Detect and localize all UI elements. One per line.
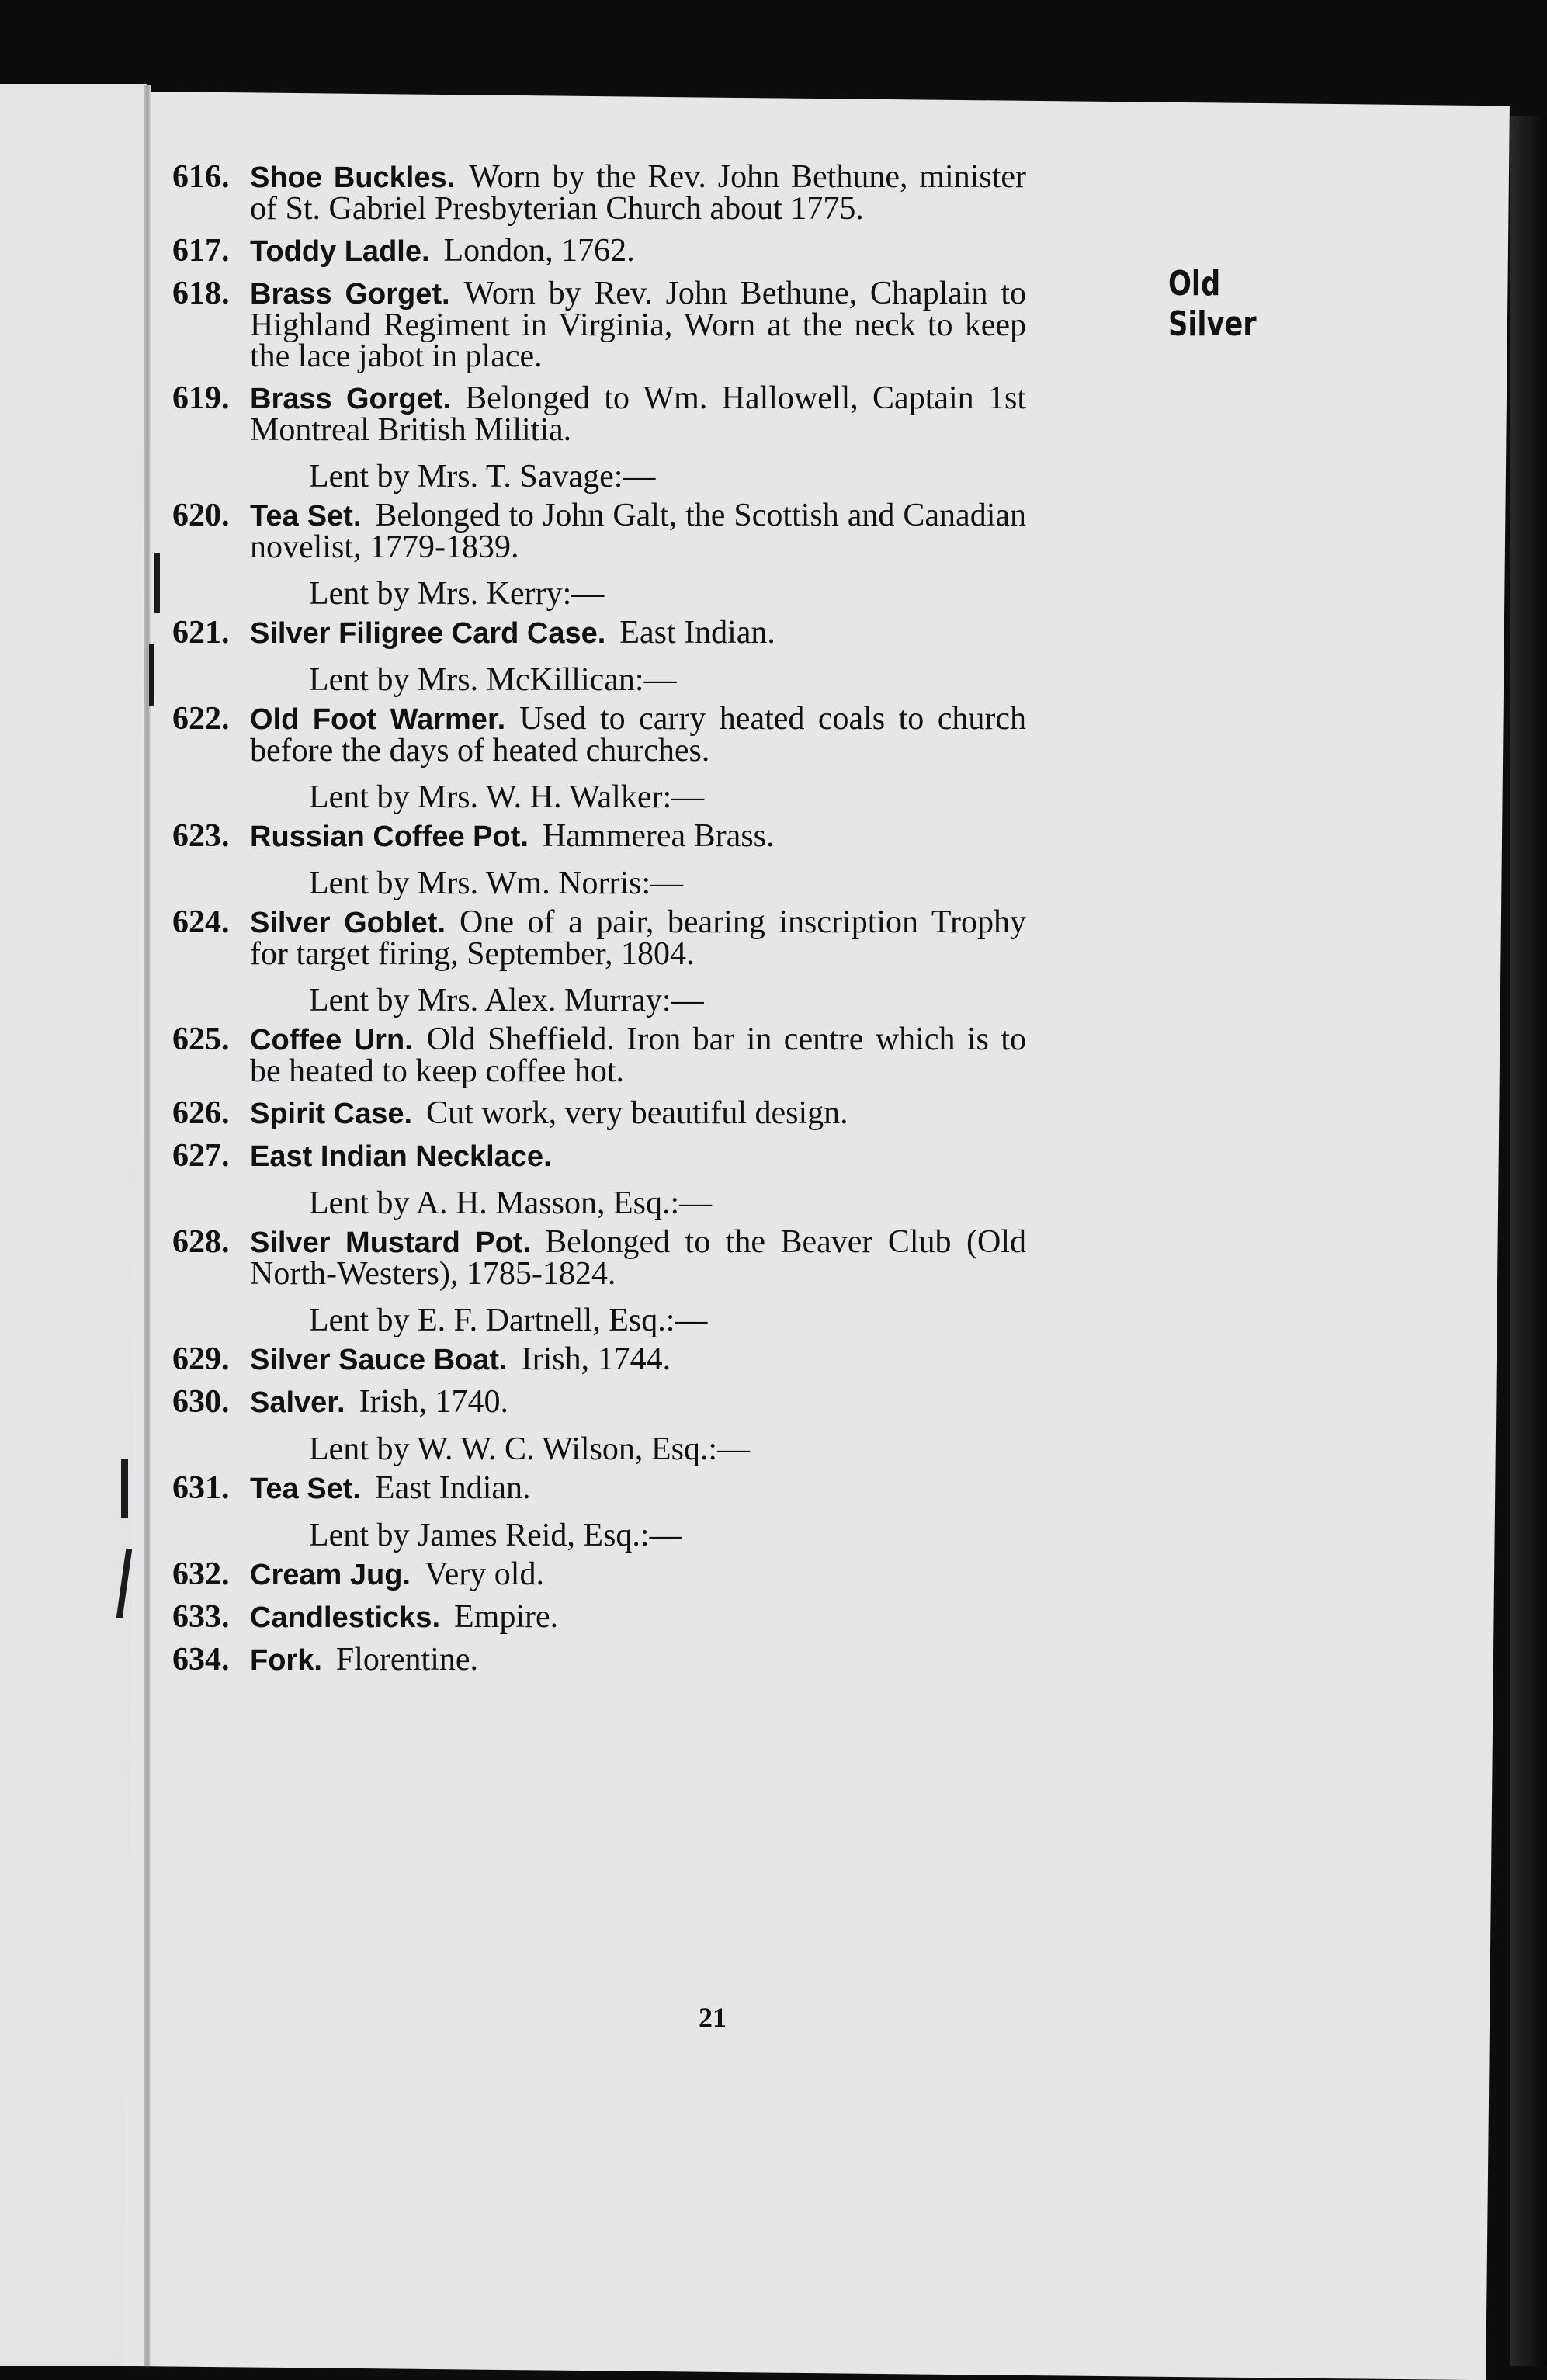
binding-gutter [144,85,151,2366]
entry-number: 621. [172,615,230,651]
lender-line: Lent by Mrs. Kerry:— [309,576,605,612]
entry-description: One of a pair, bearing inscription Trophy for target firing, September, 1804. [250,904,1026,972]
entry-description: Belonged to John Galt, the Scottish and Canadian novelist, 1779-1839. [250,498,1026,565]
entry-number: 618. [172,276,230,311]
catalogue-entry [172,235,1026,267]
entry-body [250,617,1026,649]
entry-number: 632. [172,1556,230,1592]
entry-title: Toddy Ladle. [250,235,430,268]
lender-line: Lent by Mrs. McKillican:— [309,662,677,698]
entry-body [250,1024,1026,1087]
entry-body [250,159,1027,227]
entry-body [250,235,1026,267]
catalogue-entry [172,1140,1026,1172]
entry-description: East Indian. [619,615,775,651]
catalogue-entry [172,1341,1026,1377]
catalogue-entry [172,159,1027,227]
lender-line: Lent by Mrs. Wm. Norris:— [309,866,684,901]
entry-description: Very old. [424,1556,544,1592]
entry-title: Silver Goblet. [250,907,446,939]
entry-title: Shoe Buckles. [250,161,456,194]
catalogue-entry [172,1556,1026,1592]
entry-description: Hammerea Brass. [542,818,775,854]
entry-title: Fork. [250,1644,322,1677]
catalogue-entry [172,1095,1026,1131]
entry-number: 623. [172,818,230,854]
catalogue-entry [172,1024,1026,1087]
entry-number: 616. [172,159,230,195]
entry-number: 628. [172,1224,230,1260]
lender-line: Lent by Mrs. W. H. Walker:— [309,779,705,815]
entry-body [250,380,1026,448]
entry-body [250,904,1026,972]
entry-number: 629. [172,1341,230,1377]
lender-line: Lent by James Reid, Esq.:— [309,1518,682,1553]
lender-line: Lent by Mrs. Alex. Murray:— [309,983,704,1018]
left-page-edge [0,84,147,2366]
entry-description: East Indian. [374,1470,531,1506]
left-margin-mark-2 [149,644,154,706]
entry-title: Cream Jug. [250,1559,411,1591]
entry-number: 625. [172,1022,230,1057]
entry-title: Tea Set. [250,500,362,533]
left-margin-mark-1 [154,553,160,613]
entry-title: Silver Sauce Boat. [250,1344,508,1376]
page-right-edge [1510,116,1547,2366]
catalogue-entry [172,500,1026,563]
entry-body [250,703,1026,766]
entry-body [250,1386,1026,1418]
catalogue-entry [172,278,1026,372]
catalogue-entry [172,703,1026,766]
catalogue-entry [172,818,1026,854]
lender-line: Lent by Mrs. T. Savage:— [309,459,656,494]
lender-line: Lent by E. F. Dartnell, Esq.:— [309,1303,708,1338]
left-margin-mark-3 [121,1459,128,1518]
catalogue-list [172,161,1026,1687]
entry-number: 627. [172,1138,230,1174]
catalogue-entry [172,1644,1026,1676]
entry-body [250,500,1026,563]
entry-title: Salver. [250,1386,345,1419]
catalogue-entry [172,1224,1026,1292]
entry-number: 619. [172,380,230,416]
entry-number: 620. [172,498,230,533]
catalogue-entry [172,1601,1026,1633]
entry-body [250,818,1026,854]
catalogue-entry [172,1470,1026,1506]
lender-line: Lent by A. H. Masson, Esq.:— [309,1185,713,1221]
entry-description: London, 1762. [443,233,635,269]
entry-title: Old Foot Warmer. [250,703,506,736]
lender-line: Lent by W. W. C. Wilson, Esq.:— [309,1431,751,1467]
entry-description: Irish, 1744. [521,1341,671,1377]
entry-description: Cut work, very beautiful design. [426,1095,848,1131]
entry-number: 626. [172,1095,230,1131]
entry-number: 624. [172,904,230,940]
entry-body [250,1470,1026,1506]
entry-body [250,278,1026,372]
page-number: 21 [699,2002,727,2033]
entry-title: Silver Filigree Card Case. [250,617,606,650]
catalogue-entry [172,1386,1026,1418]
entry-body [250,1556,1026,1592]
entry-title: Candlesticks. [250,1601,440,1634]
entry-body [250,1601,1026,1633]
margin-note-old-silver [1168,264,1257,345]
entry-title: East Indian Necklace. [250,1140,552,1173]
entry-number: 634. [172,1642,230,1677]
entry-description: Used to carry heated coals to church before the days of heated churches. [250,701,1027,768]
entry-title: Coffee Urn. [250,1024,413,1056]
entry-body [250,1095,1026,1131]
entry-body [250,1224,1026,1292]
margin-note-line-1: Old [1168,264,1221,304]
entry-title: Spirit Case. [250,1098,413,1130]
entry-number: 633. [172,1599,230,1635]
entry-body [250,1341,1026,1377]
entry-title: Brass Gorget. [250,278,450,311]
entry-title: Silver Mustard Pot. [250,1226,532,1259]
entry-number: 622. [172,701,230,737]
entry-description: Belonged to the Beaver Club (Old North-Westers), 1785-1824. [250,1224,1026,1292]
catalogue-entry [172,380,1026,448]
entry-description: Old Sheffield. Iron bar in centre which is to be heated to keep coffee hot. [250,1022,1026,1089]
entry-description: Empire. [454,1599,559,1635]
margin-note-line-2: Silver [1168,304,1257,344]
entry-body [250,1644,1026,1676]
entry-description: Florentine. [335,1642,479,1677]
catalogue-entry [172,904,1026,972]
entry-description: Worn by Rev. John Bethune, Chaplain to Highland Regiment in Virginia, Worn at the neck to keep the lace jabot in place. [250,276,1026,374]
entry-number: 617. [172,233,230,269]
entry-body [250,1140,1026,1172]
entry-number: 631. [172,1470,230,1506]
entry-title: Brass Gorget. [250,383,452,415]
entry-number: 630. [172,1384,230,1420]
entry-description: Worn by the Rev. John Bethune, minister of St. Gabriel Presbyterian Church about 1775. [250,159,1027,227]
catalogue-entry [172,617,1026,649]
entry-title: Tea Set. [250,1473,361,1505]
entry-title: Russian Coffee Pot. [250,821,529,853]
entry-description: Belonged to Wm. Hallowell, Captain 1st Montreal British Militia. [250,380,1026,448]
entry-description: Irish, 1740. [359,1384,509,1420]
